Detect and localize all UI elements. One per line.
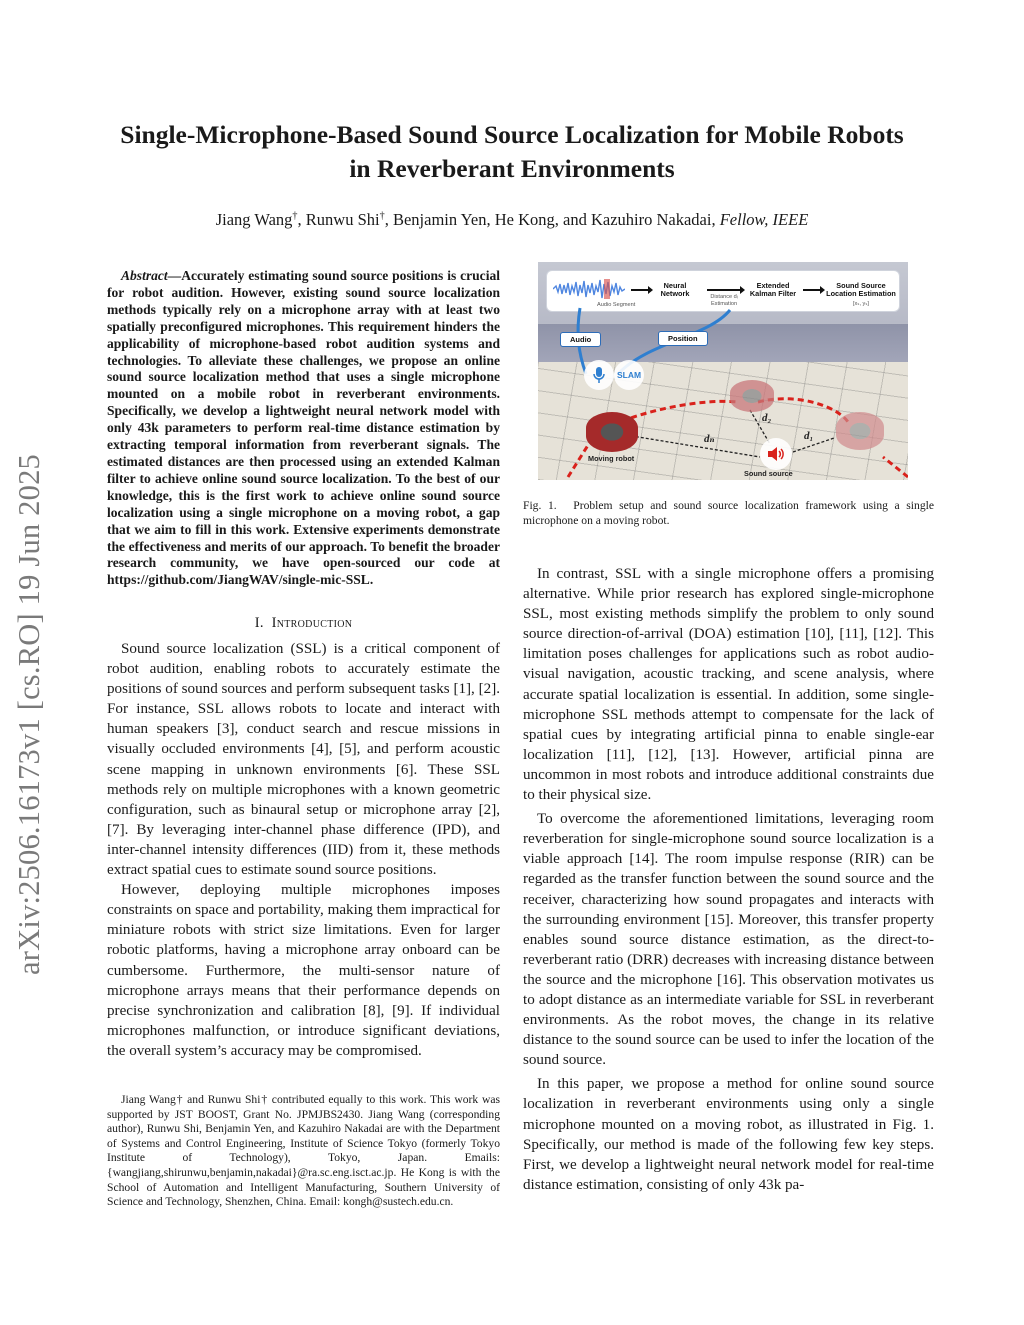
microphone-icon [584, 360, 614, 390]
footnote [107, 1093, 500, 1210]
footnote-text: Jiang Wang† and Runwu Shi† contributed equally to this work. This work was supported by JST BOOST, Grant No. JPMJBS2430. Jiang Wang (corresponding author), Runwu Shi, Benjamin Yen, and Kazuhiro Nakadai are with the Department of Systems and Control Engineering, Institute of Science Tokyo (formerly Tokyo Institute of Technology), Tokyo, Japan. Emails: {wangjiang,shirunwu,benjamin,nakadai}@ra.sc.eng.isct.ac.jp. He Kong is with the School of Automation and Intelligent Manufacturing, Southern University of Science and Technology, Shenzhen, China. Email: kongh@sustech.edu.cn. [107, 1093, 500, 1209]
section-heading [107, 615, 500, 632]
location-coordinates: [xₛ, yₛ] [853, 301, 869, 307]
ekf-label: Extended Kalman Filter [749, 281, 797, 298]
figure-caption [523, 498, 934, 528]
neural-network-label: Neural Network [660, 281, 690, 298]
abstract [107, 268, 500, 589]
abstract-label: Abstract [121, 268, 168, 283]
paper-title [60, 118, 964, 186]
robot-position-1-icon [836, 412, 884, 450]
introduction-left-column [107, 639, 500, 1061]
paragraph: To overcome the aforementioned limitations, leveraging room reverberation for single-microphone sound source localization is a viable approach [14]. The room impulse response (RIR) can be regarded as the transfer function between the sound source and the receiver, characterizing how sound propagates and interacts with the surrounding environment [15]. Moreover, this transfer property enables sound source distance estimation, as the direct-to-reverberant ratio (DRR) decreases with increasing distance between the source and the microphone [16]. This observation motivates us to adopt distance as an intermediate variable for SSL in reverberant environments. As the robot moves, the change in its relative distance to the sound source can be used to infer the location of the sound source. [523, 811, 934, 1069]
moving-robot-icon [586, 412, 638, 452]
distance-estimation-label: Distance dᵢ Estimation [710, 294, 738, 307]
author-affiliation: Fellow, IEEE [719, 210, 809, 229]
introduction-right-column [523, 564, 934, 1195]
paragraph: In this paper, we propose a method for online sound source localization in reverberant environments using only a single microphone mounted on a moving robot, as illustrated in Fig. 1. Specifically, our method is made of the following few key steps. First, we develop a lightweight neural network model for real-time distance estimation, consisting of only 43k pa- [523, 1076, 934, 1193]
speaker-sound-source-icon [760, 438, 792, 470]
paragraph: Sound source localization (SSL) is a critical component of robot audition, enabling robots to accurately estimate the positions of sound sources and perform subsequent tasks [1], [2]. For instance, SSL allows robots to locate and interact with human speakers [3], conduct search and rescue missions in visually occluded environments [4], [5], and perform acoustic scene mapping in unknown environments [6]. These SSL methods rely on multiple microphones with a known geometric configuration, such as binaural setup or microphone array [2], [7]. By leveraging inter-channel phase difference (IPD), and inter-channel intensity differences (IID) from it, these methods extract spatial cues to estimate sound source positions. [107, 641, 500, 879]
distance-dn-label: dₙ [704, 433, 715, 445]
title-line-1: Single-Microphone-Based Sound Source Localization for Mobile Robots [120, 120, 904, 149]
distance-d2-label: d₂ [762, 412, 772, 424]
moving-robot-label: Moving robot [588, 454, 635, 463]
abstract-text: Accurately estimating sound source positions is crucial for robot audition. However, existing sound source localization methods typically rely on a microphone array with at least two spatially preconfigured microphones. This requirement hinders the applicability of microphone-based robot audition systems and technologies. To alleviate these challenges, we propose an online sound source localization method that uses a single microphone mounted on a mobile robot in reverberant environments. Specifically, we develop a lightweight neural network model with only 43k parameters to perform real-time distance estimation by extracting temporal information from reverberant signals. The estimated distances are then processed using an extended Kalman filter to achieve online sound source localization. To the best of our knowledge, this is the first work to achieve online sound source localization using a single microphone on a moving robot, a gap that we aim to fill in this work. Extensive experiments demonstrate the effectiveness and merits of our approach. To benefit the broader research community, we have open-sourced our code at https://github.com/JiangWAV/single-mic-SSL. [107, 268, 500, 588]
title-line-2: in Reverberant Environments [349, 154, 675, 183]
location-estimation-label: Sound Source Location Estimation [826, 281, 896, 298]
position-tag: Position [658, 331, 708, 346]
equal-contribution-mark: † [292, 210, 298, 222]
author-name: Runwu Shi [305, 210, 380, 229]
distance-d1-label: d₁ [804, 430, 814, 442]
audio-tag: Audio [560, 332, 601, 347]
section-number: I. [254, 615, 264, 631]
author-name: Jiang Wang [215, 210, 293, 229]
arxiv-identifier: arXiv:2506.16173v1 [cs.RO] 19 Jun 2025 [12, 454, 46, 975]
paragraph: In contrast, SSL with a single microphone offers a promising alternative. While prior research has explored single-microphone SSL, most existing methods simplify the problem to only sound source direction-of-arrival (DOA) estimation [10], [11], [12]. This limitation poses challenges for applications such as robot audio-visual navigation, acoustic tracking, and scene analysis, where accurate spatial localization is essential. In addition, some single-microphone SSL methods attempt to compensate for the lack of spatial cues by integrating artificial pinna to enable single-ear localization [11], [12], [13]. However, artificial pinna are uncommon in most robots and introduce additional constraints due to their physical size. [523, 566, 934, 804]
section-title: Introduction [271, 615, 353, 631]
figure-1-illustration [538, 262, 908, 480]
slam-badge: SLAM [614, 360, 644, 390]
author-list: Jiang Wang†, Runwu Shi†, Benjamin Yen, He Kong, and Kazuhiro Nakadai, Fellow, IEEE [215, 210, 809, 229]
figure-label: Fig. 1. [523, 499, 557, 512]
paragraph: However, deploying multiple microphones imposes constraints on space and portability, making them impractical for miniature robots with strict size limitations. Even for larger robotic platforms, having a microphone array onboard can be cumbersome. Furthermore, the multi-sensor nature of microphone arrays means that their performance depends on precise synchronization and calibration [8], [9]. If individual microphones malfunction, or introduce significant deviations, the overall system’s accuracy may be compromised. [107, 882, 500, 1059]
audio-segment-label: Audio Segment [597, 302, 636, 308]
robot-position-2-icon [730, 380, 774, 412]
author-name: Kazuhiro Nakadai [590, 210, 712, 229]
abstract-dash: — [167, 268, 182, 283]
sound-source-label: Sound source [744, 469, 793, 478]
author-name: Benjamin Yen [392, 210, 487, 229]
figure-caption-text: Problem setup and sound source localization framework using a single microphone on a moving robot. [523, 499, 934, 527]
equal-contribution-mark: † [379, 210, 385, 222]
author-name: He Kong [494, 210, 555, 229]
